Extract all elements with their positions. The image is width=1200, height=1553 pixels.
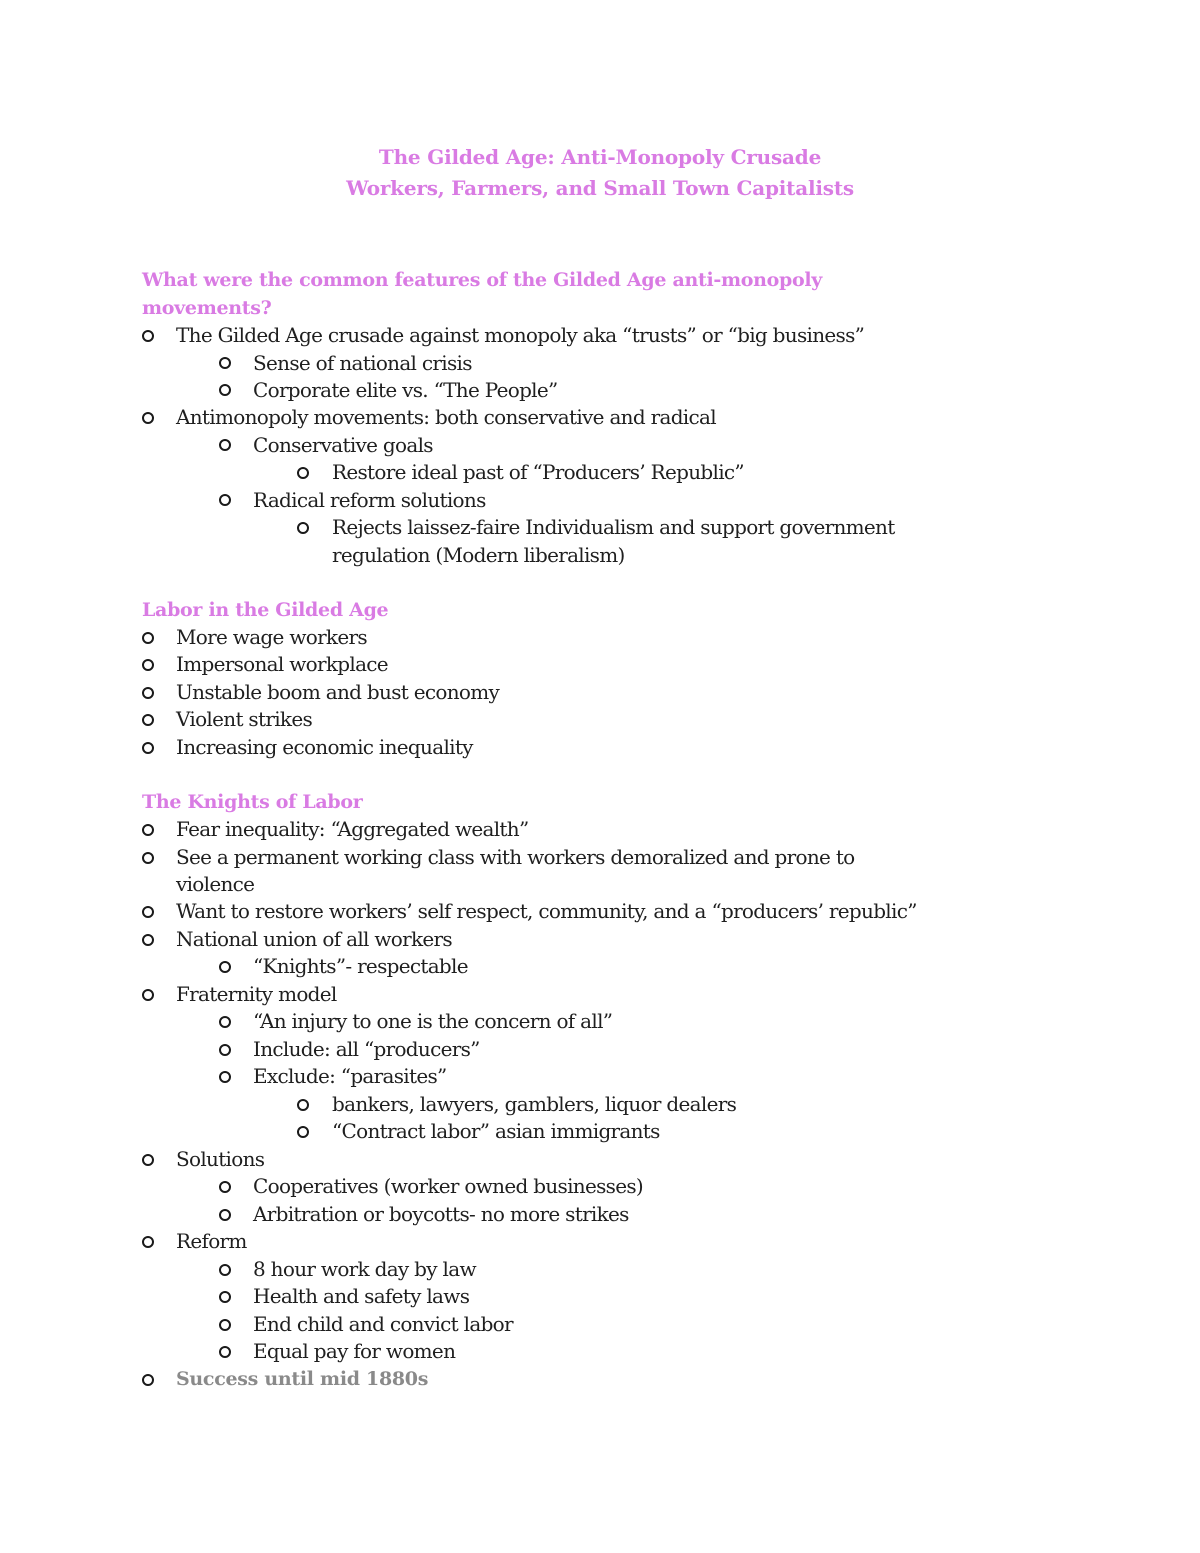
hollow-bullet-icon (142, 687, 154, 699)
list-item: Cooperatives (worker owned businesses) (253, 1174, 644, 1198)
hollow-bullet-icon (219, 1291, 231, 1303)
document-subtitle: Workers, Farmers, and Small Town Capitalists (346, 176, 854, 200)
list-item: Increasing economic inequality (176, 735, 473, 759)
section-heading: What were the common features of the Gilded Age anti-monopoly (142, 269, 823, 291)
list-item: End child and convict labor (253, 1312, 513, 1336)
hollow-bullet-icon (219, 439, 231, 451)
list-item: Restore ideal past of “Producers’ Republic” (332, 460, 744, 484)
hollow-bullet-icon (142, 824, 154, 836)
list-item: Fraternity model (176, 982, 337, 1006)
list-item: Antimonopoly movements: both conservative and radical (176, 405, 716, 429)
hollow-bullet-icon (297, 1126, 309, 1138)
list-item: Sense of national crisis (253, 351, 472, 375)
list-item: “Knights”- respectable (253, 954, 468, 978)
hollow-bullet-icon (219, 1016, 231, 1028)
hollow-bullet-icon (219, 1181, 231, 1193)
hollow-bullet-icon (219, 494, 231, 506)
hollow-bullet-icon (142, 714, 154, 726)
hollow-bullet-icon (142, 934, 154, 946)
hollow-bullet-icon (142, 1154, 154, 1166)
hollow-bullet-icon (219, 1264, 231, 1276)
list-item: The Gilded Age crusade against monopoly aka “trusts” or “big business” (176, 323, 865, 347)
hollow-bullet-icon (142, 659, 154, 671)
hollow-bullet-icon (142, 906, 154, 918)
hollow-bullet-icon (219, 1346, 231, 1358)
section-heading-continued: movements? (142, 297, 272, 319)
list-item: Include: all “producers” (253, 1037, 480, 1061)
list-item: Radical reform solutions (253, 488, 486, 512)
list-item: Corporate elite vs. “The People” (253, 378, 558, 402)
hollow-bullet-icon (142, 742, 154, 754)
hollow-bullet-icon (219, 384, 231, 396)
list-item: Reform (176, 1229, 247, 1253)
hollow-bullet-icon (297, 522, 309, 534)
list-item: Conservative goals (253, 433, 433, 457)
list-item: Arbitration or boycotts- no more strikes (253, 1202, 629, 1226)
list-item: Want to restore workers’ self respect, community, and a “producers’ republic” (176, 899, 917, 923)
list-item: Health and safety laws (253, 1284, 470, 1308)
list-item: Unstable boom and bust economy (176, 680, 500, 704)
list-item: Rejects laissez-faire Individualism and support government (332, 515, 895, 539)
list-item: Violent strikes (176, 707, 313, 731)
list-item: Fear inequality: “Aggregated wealth” (176, 817, 529, 841)
hollow-bullet-icon (297, 467, 309, 479)
list-item: 8 hour work day by law (253, 1257, 476, 1281)
list-item: “An injury to one is the concern of all” (253, 1009, 613, 1033)
hollow-bullet-icon (219, 1209, 231, 1221)
list-item: Solutions (176, 1147, 265, 1171)
hollow-bullet-icon (142, 852, 154, 864)
hollow-bullet-icon (219, 961, 231, 973)
hollow-bullet-icon (219, 357, 231, 369)
list-item-continued: violence (176, 872, 255, 896)
list-item: Exclude: “parasites” (253, 1064, 447, 1088)
hollow-bullet-icon (142, 989, 154, 1001)
hollow-bullet-icon (219, 1044, 231, 1056)
section-heading: Labor in the Gilded Age (142, 599, 389, 621)
list-item: “Contract labor” asian immigrants (332, 1119, 660, 1143)
hollow-bullet-icon (142, 412, 154, 424)
hollow-bullet-icon (297, 1099, 309, 1111)
list-item-emphasized: Success until mid 1880s (176, 1368, 429, 1390)
hollow-bullet-icon (142, 330, 154, 342)
document-title: The Gilded Age: Anti-Monopoly Crusade (378, 145, 822, 169)
hollow-bullet-icon (142, 1374, 154, 1386)
list-item: Impersonal workplace (176, 652, 388, 676)
hollow-bullet-icon (219, 1071, 231, 1083)
list-item: Equal pay for women (253, 1339, 456, 1363)
list-item: More wage workers (176, 625, 367, 649)
list-item-continued: regulation (Modern liberalism) (332, 543, 625, 567)
list-item: See a permanent working class with workers demoralized and prone to (176, 845, 855, 869)
list-item: bankers, lawyers, gamblers, liquor dealers (332, 1092, 737, 1116)
hollow-bullet-icon (219, 1319, 231, 1331)
hollow-bullet-icon (142, 1236, 154, 1248)
hollow-bullet-icon (142, 632, 154, 644)
section-heading: The Knights of Labor (142, 791, 363, 813)
list-item: National union of all workers (176, 927, 452, 951)
